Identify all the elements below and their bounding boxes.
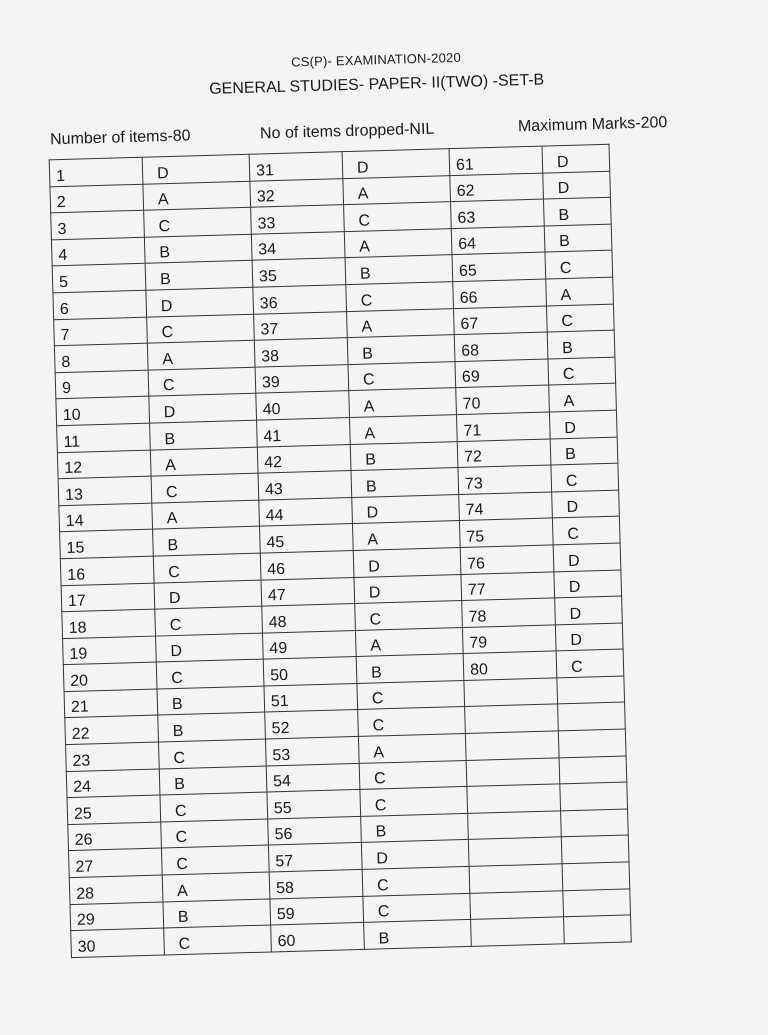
- answer-option: D: [156, 633, 264, 663]
- maximum-marks: Maximum Marks-200: [517, 114, 668, 136]
- answer-option: D: [149, 394, 257, 424]
- answer-option: [563, 889, 631, 917]
- question-number: 45: [260, 524, 354, 553]
- question-number: 18: [62, 609, 156, 638]
- question-number: [464, 678, 558, 707]
- question-number: [469, 864, 563, 893]
- question-number: 10: [56, 397, 150, 426]
- question-number: 79: [462, 625, 556, 654]
- question-number: 7: [54, 317, 148, 346]
- question-number: 69: [455, 359, 549, 388]
- answer-option: B: [345, 255, 453, 285]
- question-number: 71: [456, 412, 550, 441]
- answer-option: A: [344, 228, 452, 258]
- answer-option: C: [552, 516, 620, 544]
- question-number: 64: [451, 226, 545, 255]
- answer-option: C: [346, 282, 454, 312]
- answer-option: A: [162, 872, 270, 902]
- answer-option: B: [144, 234, 252, 264]
- answer-option: B: [361, 813, 469, 843]
- answer-option: C: [153, 553, 261, 583]
- answer-option: C: [151, 473, 259, 503]
- answer-option: C: [155, 606, 263, 636]
- answer-option: B: [351, 468, 459, 498]
- question-number: 8: [54, 343, 148, 372]
- question-number: 67: [453, 306, 547, 335]
- answer-option: [560, 782, 628, 810]
- answer-option: C: [147, 314, 255, 344]
- answer-option: D: [354, 574, 462, 604]
- answer-option: C: [348, 361, 456, 391]
- question-number: 36: [253, 285, 347, 314]
- answer-option: B: [158, 713, 266, 743]
- question-number: 17: [61, 583, 155, 612]
- question-number: 58: [269, 869, 363, 898]
- question-number: [465, 704, 559, 733]
- question-number: 3: [51, 210, 145, 239]
- question-number: 4: [51, 237, 145, 266]
- question-number: 34: [251, 231, 345, 260]
- answer-option: B: [159, 766, 267, 796]
- question-number: 65: [452, 252, 546, 281]
- question-number: 11: [57, 423, 151, 452]
- answer-option: B: [157, 686, 265, 716]
- answer-option: B: [543, 197, 611, 225]
- answer-option: C: [548, 357, 616, 385]
- question-number: [466, 758, 560, 787]
- question-number: 75: [459, 518, 553, 547]
- question-number: 57: [268, 843, 362, 872]
- question-number: 77: [461, 571, 555, 600]
- answer-option: A: [347, 308, 455, 338]
- question-number: 44: [259, 497, 353, 526]
- question-number: 29: [70, 902, 164, 931]
- answer-option: C: [360, 787, 468, 817]
- question-number: 41: [257, 418, 351, 447]
- question-number: 22: [65, 716, 159, 745]
- question-number: 5: [52, 264, 146, 293]
- question-number: 76: [460, 545, 554, 574]
- question-number: 38: [254, 338, 348, 367]
- answer-option: [564, 915, 632, 943]
- question-number: 20: [63, 662, 157, 691]
- answer-option: A: [358, 734, 466, 764]
- answer-option: B: [347, 335, 455, 365]
- answer-option: C: [545, 251, 613, 279]
- question-number: 39: [255, 364, 349, 393]
- question-number: 70: [456, 385, 550, 414]
- question-number: 24: [66, 769, 160, 798]
- question-number: 26: [68, 822, 162, 851]
- question-number: 28: [69, 875, 163, 904]
- question-number: 19: [63, 636, 157, 665]
- question-number: [465, 731, 559, 760]
- answer-option: [561, 835, 629, 863]
- answer-option: B: [153, 526, 261, 556]
- question-number: 68: [454, 332, 548, 361]
- question-number: 46: [260, 550, 354, 579]
- answer-option: A: [147, 340, 255, 370]
- question-number: 14: [59, 503, 153, 532]
- answer-option: D: [555, 623, 623, 651]
- question-number: 1: [49, 157, 143, 186]
- question-number: 15: [60, 529, 154, 558]
- question-number: 31: [249, 152, 343, 181]
- answer-option: B: [163, 899, 271, 929]
- answer-option: C: [156, 659, 264, 689]
- question-number: 16: [60, 556, 154, 585]
- question-number: 33: [251, 205, 345, 234]
- question-number: 51: [264, 683, 358, 712]
- answer-option: C: [362, 866, 470, 896]
- question-number: [468, 837, 562, 866]
- question-number: 56: [268, 816, 362, 845]
- answer-option: A: [355, 627, 463, 657]
- question-number: 35: [252, 258, 346, 287]
- question-number: 55: [267, 790, 361, 819]
- question-number: 80: [463, 651, 557, 680]
- question-number: 53: [265, 737, 359, 766]
- answer-option: B: [547, 330, 615, 358]
- answer-option: [558, 702, 626, 730]
- answer-option: A: [350, 415, 458, 445]
- question-number: 50: [263, 657, 357, 686]
- answer-option: B: [364, 920, 472, 950]
- answer-option: D: [543, 171, 611, 199]
- question-number: 63: [451, 199, 545, 228]
- question-number: 6: [53, 290, 147, 319]
- number-of-items: Number of items-80: [49, 127, 191, 149]
- question-number: 62: [450, 173, 544, 202]
- answer-option: B: [350, 441, 458, 471]
- question-number: 49: [262, 630, 356, 659]
- question-number: 25: [67, 795, 161, 824]
- answer-option: A: [150, 447, 258, 477]
- question-number: 73: [458, 465, 552, 494]
- answer-option: [557, 676, 625, 704]
- question-number: 52: [265, 710, 359, 739]
- answer-option: C: [358, 707, 466, 737]
- question-number: 54: [266, 763, 360, 792]
- answer-option: A: [349, 388, 457, 418]
- answer-option: C: [344, 202, 452, 232]
- answer-option: C: [161, 845, 269, 875]
- answer-option: A: [143, 181, 251, 211]
- answer-option: A: [546, 277, 614, 305]
- answer-option: D: [553, 543, 621, 571]
- question-number: 66: [453, 279, 547, 308]
- question-number: 60: [271, 923, 365, 952]
- question-number: 40: [256, 391, 350, 420]
- answer-option: B: [544, 224, 612, 252]
- question-number: 27: [69, 848, 163, 877]
- answer-option: D: [352, 494, 460, 524]
- answer-option: C: [144, 207, 252, 237]
- answer-option: C: [359, 760, 467, 790]
- question-number: 2: [50, 184, 144, 213]
- question-number: 61: [449, 146, 543, 175]
- question-number: 48: [262, 604, 356, 633]
- answer-option: B: [356, 654, 464, 684]
- answer-option: C: [160, 792, 268, 822]
- answer-option: D: [542, 144, 610, 172]
- answer-option: A: [343, 175, 451, 205]
- question-number: 9: [55, 370, 149, 399]
- answer-option: D: [146, 287, 254, 317]
- answer-option: D: [555, 596, 623, 624]
- answer-option: B: [150, 420, 258, 450]
- question-number: 78: [462, 598, 556, 627]
- question-number: 32: [250, 178, 344, 207]
- question-number: 42: [257, 444, 351, 473]
- answer-option: A: [549, 383, 617, 411]
- answer-option: C: [158, 739, 266, 769]
- answer-option: D: [342, 149, 450, 179]
- answer-option: D: [361, 840, 469, 870]
- items-dropped: No of items dropped-NIL: [259, 120, 435, 143]
- answer-option: D: [552, 490, 620, 518]
- question-number: [468, 811, 562, 840]
- answer-option: C: [546, 304, 614, 332]
- paper-title: GENERAL STUDIES- PAPER- II(TWO) -SET-B: [208, 71, 545, 98]
- answer-option: D: [554, 570, 622, 598]
- answer-option: B: [145, 261, 253, 291]
- question-number: [471, 917, 565, 946]
- question-number: 12: [57, 450, 151, 479]
- question-number: 59: [270, 896, 364, 925]
- question-number: 21: [64, 689, 158, 718]
- answer-option: C: [148, 367, 256, 397]
- question-number: [467, 784, 561, 813]
- question-number: 30: [71, 928, 165, 957]
- answer-option: [561, 809, 629, 837]
- answer-option: C: [161, 819, 269, 849]
- question-number: 23: [66, 742, 160, 771]
- answer-option: C: [164, 925, 272, 955]
- question-number: 74: [459, 492, 553, 521]
- answer-key-table: [49, 144, 632, 958]
- answer-option: A: [152, 500, 260, 530]
- question-number: 47: [261, 577, 355, 606]
- answer-option: [558, 729, 626, 757]
- answer-option: [562, 862, 630, 890]
- question-number: [470, 890, 564, 919]
- answer-option: C: [556, 649, 624, 677]
- answer-option: D: [549, 410, 617, 438]
- question-number: 13: [58, 476, 152, 505]
- answer-option: D: [154, 580, 262, 610]
- answer-option: C: [363, 893, 471, 923]
- question-number: 72: [457, 439, 551, 468]
- answer-option: A: [352, 521, 460, 551]
- question-number: 37: [254, 311, 348, 340]
- answer-option: B: [550, 437, 618, 465]
- answer-option: D: [142, 154, 250, 184]
- question-number: 43: [258, 471, 352, 500]
- exam-title: CS(P)- EXAMINATION-2020: [290, 49, 462, 70]
- answer-option: C: [551, 463, 619, 491]
- answer-option: D: [353, 547, 461, 577]
- answer-option: C: [355, 601, 463, 631]
- answer-option: [559, 756, 627, 784]
- answer-option: C: [357, 680, 465, 710]
